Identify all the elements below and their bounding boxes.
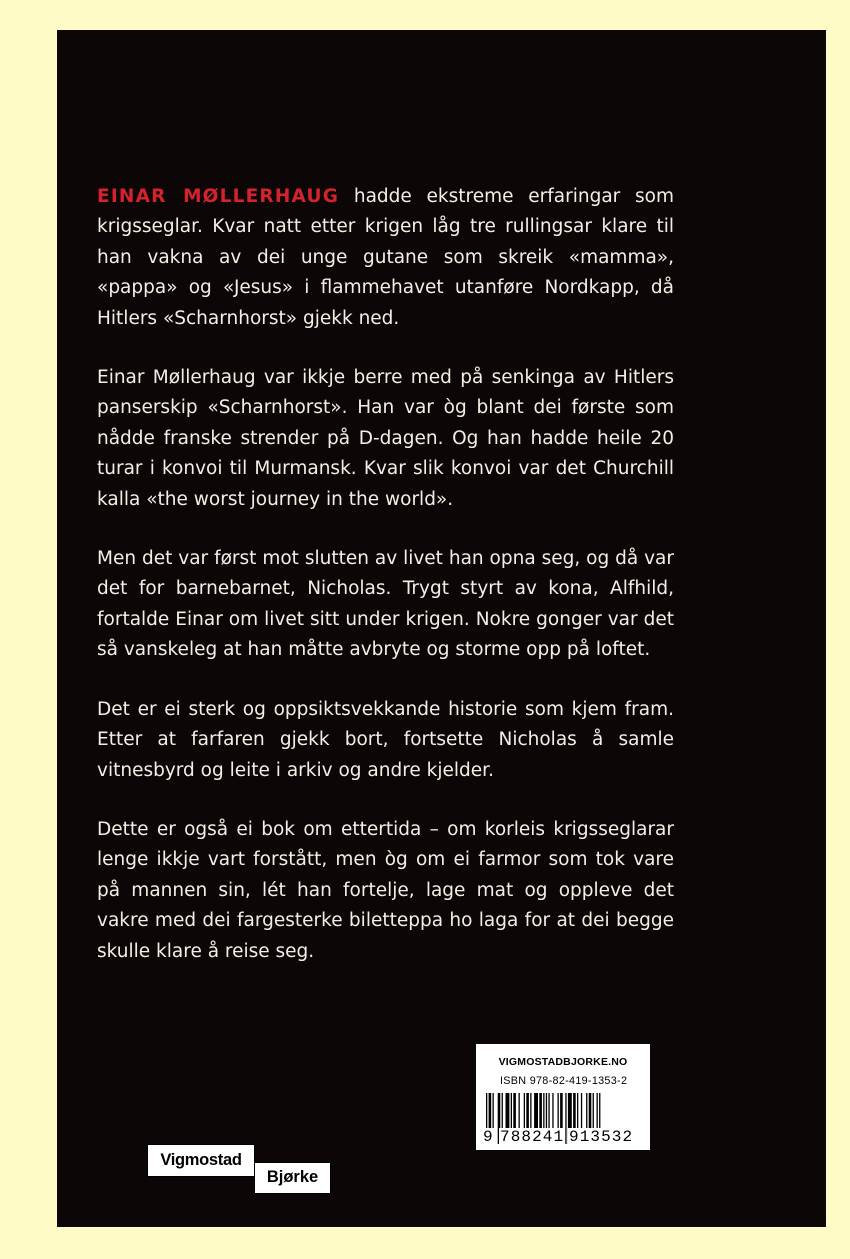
barcode-box (476, 1044, 650, 1150)
blurb-paragraph-2: Einar Møllerhaug var ikkje berre med på senkinga av Hitlers panserskip «Scharnhorst». Han var òg blant dei første som nådde franske strender på D-dagen. Og han hadde heile 20 turar i konvoi til Murmansk. Kvar slik konvoi var det Churchill kalla «the worst journey in the world». (97, 367, 674, 510)
barcode-bar (565, 1093, 566, 1144)
publisher-website: VIGMOSTADBJORKE.NO (498, 1056, 628, 1068)
blurb-paragraph-3: Men det var først mot slutten av livet han opna seg, og då var det for barnebarnet, Nicholas. Trygt styrt av kona, Alfhild, fortalde Einar om livet sitt under krigen. Nokre gonger var det så vanskeleg at han måtte avbryte og storme opp på loftet. (97, 548, 674, 661)
isbn-label: ISBN 978-82-419-1353-2 (500, 1075, 628, 1087)
author-name: EINAR MØLLERHAUG (97, 186, 340, 207)
blurb-paragraph-1-text: hadde ekstreme erfaringar som krigsseglar. Kvar natt etter krigen låg tre rullingsar klare til han vakna av dei unge gutane som skreik «mamma», «pappa» og «Jesus» i flammehavet utanføre Nordkapp, då Hitlers «Scharnhorst» gjekk ned. (97, 186, 674, 329)
blurb-paragraph-5: Dette er også ei bok om ettertida – om korleis krigsseglarar lenge ikkje vart forstått, men òg om ei farmor som tok vare på mannen sin, lét han fortelje, lage mat og oppleve det vakre med dei fargesterke biletteppa ho laga for at dei begge skulle klare å reise seg. (97, 818, 674, 962)
blurb-paragraph-1 (97, 182, 674, 334)
barcode-digit-group-1: 788241 (500, 1128, 565, 1146)
barcode-digit-first: 9 (483, 1128, 493, 1146)
barcode-digit-group-2: 913532 (569, 1128, 634, 1146)
publisher-logo-vigmostad: Vigmostad (147, 1144, 255, 1177)
blurb-text (97, 182, 674, 996)
publisher-logo-bjorke: Bjørke (254, 1162, 331, 1194)
blurb-paragraph-4: Det er ei sterk og oppsiktsvekkande historie som kjem fram. Etter at farfaren gjekk bort, fortsette Nicholas å samle vitnesbyrd og leite i arkiv og andre kjelder. (97, 698, 674, 781)
